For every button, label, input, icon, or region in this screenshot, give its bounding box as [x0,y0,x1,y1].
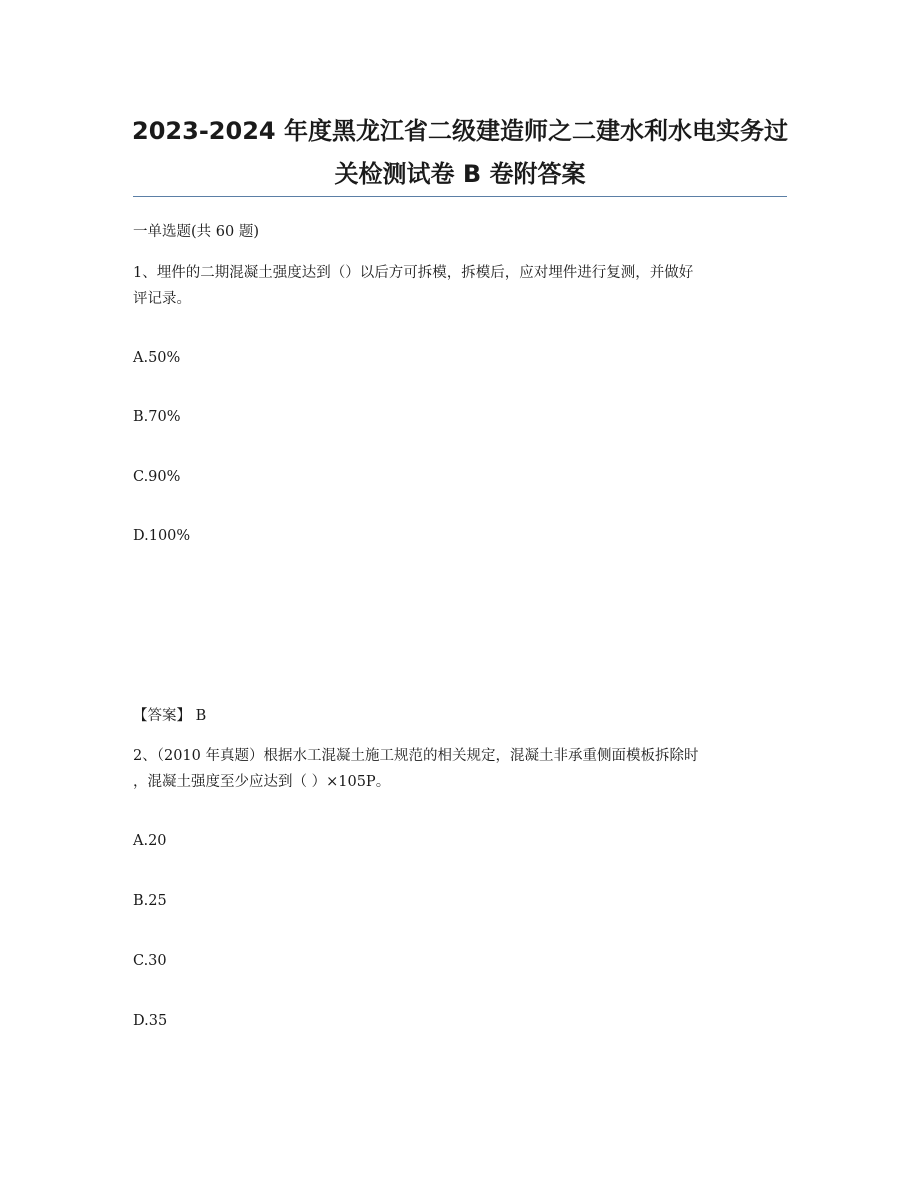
document-title-line-2: 关检测试卷 B 卷附答案 [334,160,586,188]
question-1-option-c: C.90% [133,469,181,485]
question-2-option-d: D.35 [133,1013,168,1029]
question-2-text-line-2: ，混凝土强度至少应达到（ ）×105P。 [133,774,391,790]
question-2-option-c: C.30 [133,953,167,969]
question-1-text-line-1: 1、埋件的二期混凝土强度达到（）以后方可拆模，拆模后，应对埋件进行复测，并做好 [133,265,694,281]
question-1-text-line-2: 评记录。 [133,291,191,307]
question-2-option-b: B.25 [133,893,167,909]
question-2-option-a: A.20 [133,833,167,849]
section-heading: 一单选题(共 60 题) [133,224,259,240]
question-1-option-a: A.50% [133,350,181,366]
question-1-option-b: B.70% [133,409,181,425]
title-divider [133,196,787,197]
question-1-option-d: D.100% [133,528,191,544]
document-title [100,110,820,196]
document-title-line-1: 2023-2024 年度黑龙江省二级建造师之二建水利水电实务过 [132,117,788,145]
question-1-answer: 【答案】 B [133,708,207,724]
question-2-text-line-1: 2、（2010 年真题）根据水工混凝土施工规范的相关规定，混凝土非承重侧面模板拆除时 [133,748,699,764]
